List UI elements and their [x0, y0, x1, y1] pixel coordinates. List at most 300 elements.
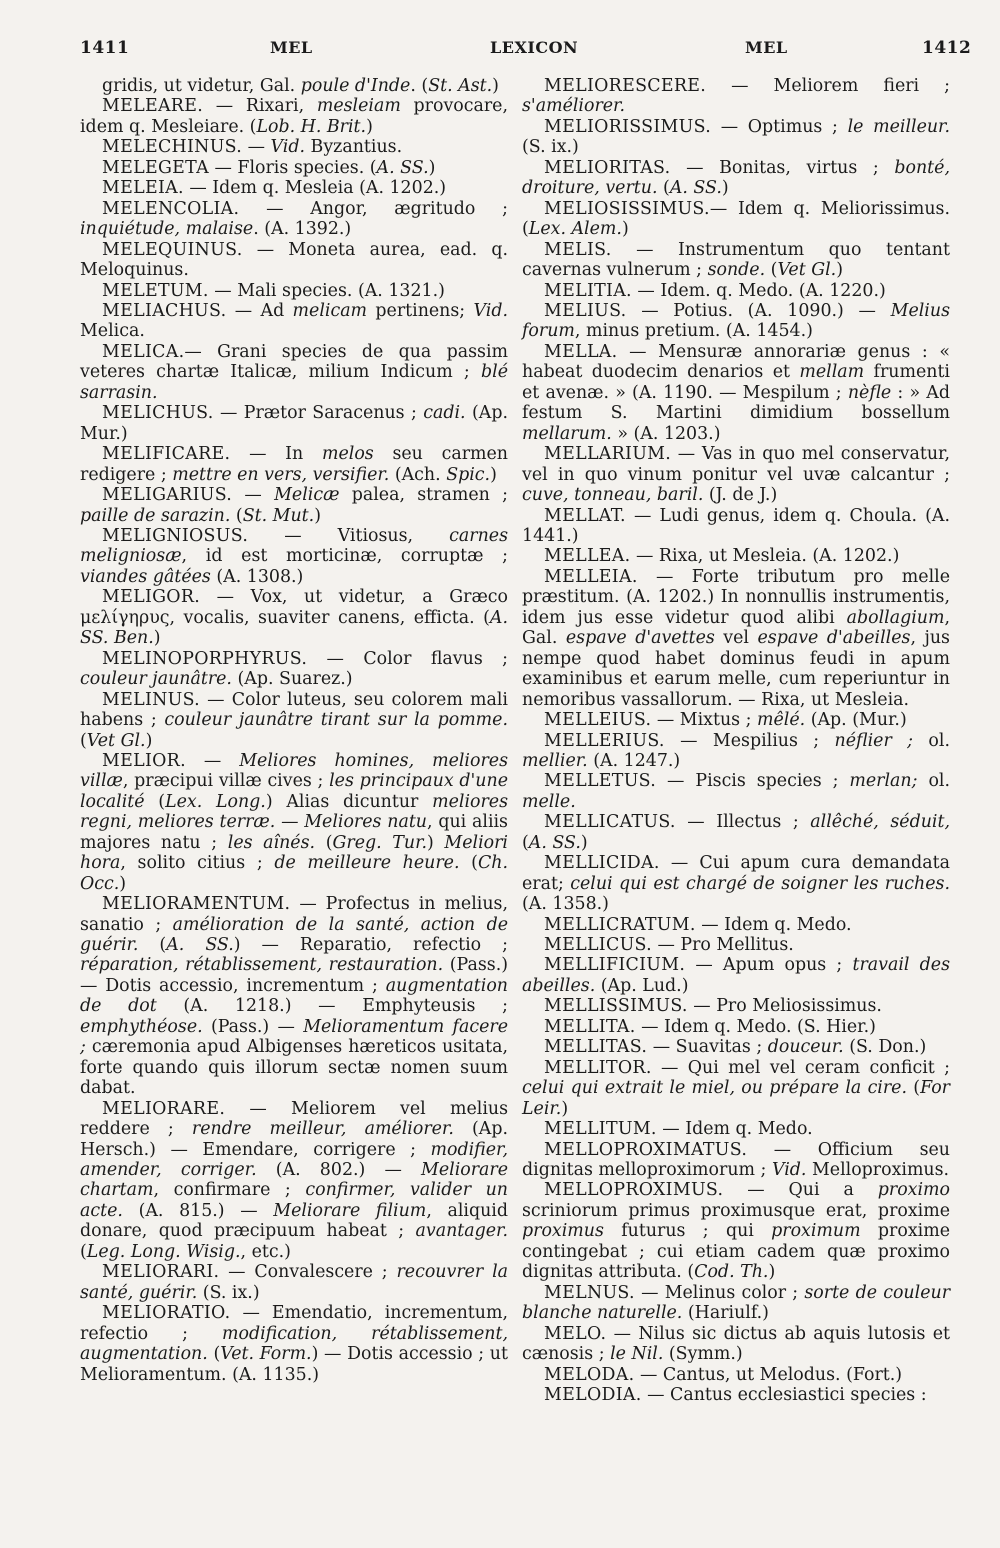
entry-text: modifier, amender, corriger.	[80, 1139, 508, 1181]
entry-text: — Apum opus ;	[685, 955, 853, 976]
entry-text: Vid.	[771, 1160, 807, 1181]
entry-text: (Pass.) — Dotis accessio, incrementum ;	[80, 955, 509, 996]
entry-text: Byzantius.	[305, 137, 403, 158]
entry-text: (A. 815.) —	[122, 1200, 274, 1221]
entry-text: ) Alias dicuntur	[265, 791, 433, 812]
entry-text: — Profectus in melius, sanatio ;	[80, 894, 508, 935]
entry-text: (	[207, 1344, 221, 1365]
entry-text: palea, stramen ;	[339, 485, 508, 506]
entry-headword: MELLARIUM.	[544, 444, 672, 465]
dictionary-entry	[522, 567, 950, 710]
entry-text: (A. 802.) —	[256, 1160, 422, 1181]
entry-text: blé sarrasin.	[80, 362, 508, 403]
entry-text: (Ap. Mur.)	[80, 403, 508, 444]
entry-headword: MELLOPROXIMATUS.	[544, 1139, 748, 1160]
entry-text: A. SS.	[376, 157, 429, 178]
entry-text: — Vox, ut videtur, a Græco μελίγηρυς, vocalis, suaviter canens, efficta. (	[80, 587, 508, 628]
entry-text: (	[522, 832, 529, 853]
entry-text: , minus pretium. (A. 1454.)	[574, 321, 813, 342]
entry-text: )	[119, 873, 127, 894]
entry-text: (Ap. Lud.)	[595, 975, 689, 996]
entry-headword: MELECHINUS.	[102, 137, 243, 158]
dictionary-entry	[522, 1017, 950, 1037]
entry-text: )	[492, 76, 499, 96]
entry-headword: MELLICUS.	[544, 935, 652, 956]
entry-text: St. Mut.	[242, 505, 315, 526]
entry-text: Melicæ	[274, 485, 340, 506]
entry-text: couleur jaunâtre tirant sur la pomme.	[164, 710, 508, 731]
entry-text: (A. 1358.)	[522, 894, 609, 915]
entry-text: — Piscis species ;	[656, 771, 850, 792]
entry-text: )	[561, 1098, 569, 1119]
dictionary-entry	[80, 137, 508, 157]
left-column	[80, 76, 508, 1385]
dictionary-entry	[522, 915, 950, 935]
dictionary-entry	[80, 690, 508, 751]
entry-text: augmentation de dot	[80, 975, 508, 1017]
dictionary-entry	[522, 1140, 950, 1181]
entry-headword: MELIUS.	[544, 300, 627, 321]
entry-text: — Cui apum cura demandata erat;	[522, 853, 950, 894]
running-head-center: LEXICON	[490, 38, 579, 57]
dictionary-entry	[522, 1365, 950, 1385]
entry-text: Greg. Tur.	[332, 832, 427, 853]
entry-text: Melius forum	[522, 300, 950, 342]
entry-text: le Nil.	[610, 1344, 664, 1365]
dictionary-entry	[522, 812, 950, 853]
entry-text: — Cantus, ut Melodus. (Fort.)	[634, 1364, 903, 1385]
dictionary-entry	[80, 587, 508, 648]
entry-text: , præcipui villæ cives ;	[122, 771, 330, 792]
entry-text: pertinens;	[367, 300, 474, 321]
entry-text: ) — Reparatio, refectio ;	[233, 935, 508, 956]
dictionary-entry	[80, 1303, 508, 1385]
entry-headword: MELIORARI.	[102, 1262, 220, 1283]
entry-headword: MELIORESCERE.	[544, 76, 707, 96]
entry-text: — Rixari,	[203, 96, 317, 117]
entry-text: — Grani species de qua passim veteres chartæ Italicæ, milium Indicum ;	[80, 341, 508, 383]
entry-text: — Color flavus ;	[307, 648, 508, 669]
entry-text: mêlé.	[757, 710, 806, 731]
entry-text: , solito citius ;	[120, 853, 275, 874]
entry-text: — Bonitas, virtus ;	[670, 157, 895, 178]
entry-text: — Officium seu dignitas melloproximorum ;	[522, 1139, 950, 1181]
entry-text: — Ludi genus, idem q. Choula. (A. 1441.)	[522, 505, 950, 546]
dictionary-entry	[522, 1058, 950, 1119]
entry-text: (	[230, 505, 243, 526]
entry-text: melle.	[522, 791, 576, 812]
entry-text: Meliores homines, meliores villæ	[80, 750, 508, 792]
entry-headword: MELIFICARE.	[102, 444, 231, 465]
entry-text: A. SS.	[669, 178, 722, 199]
entry-text: Vet. Form.	[220, 1344, 312, 1365]
entry-text: mettre en vers, versifier.	[172, 464, 390, 485]
entry-text: —	[185, 750, 240, 771]
entry-text: Ch. Occ.	[80, 853, 508, 894]
entry-text: — Moneta aurea, ead. q. Meloquinus.	[80, 239, 508, 281]
entry-text: (Hariulf.)	[682, 1303, 769, 1324]
entry-text: gridis, ut videtur, Gal.	[102, 76, 301, 96]
entry-headword: MELLICIDA.	[544, 853, 660, 874]
entry-text: Vet Gl.	[86, 730, 146, 751]
entry-headword: MELLISSIMUS.	[544, 996, 688, 1017]
entry-text: Meliorare chartam	[80, 1160, 509, 1201]
entry-text: —	[242, 137, 271, 158]
entry-headword: MELIORAMENTUM.	[102, 894, 291, 915]
dictionary-entry	[80, 240, 508, 281]
entry-headword: MELLITUM.	[544, 1119, 657, 1140]
entry-text: (Ap. Suarez.)	[231, 669, 353, 690]
entry-text: , etc.)	[240, 1241, 291, 1262]
entry-text: Vid.	[473, 300, 508, 321]
entry-text: — Pro Mellitus.	[651, 935, 794, 956]
right-column	[522, 76, 950, 1405]
entry-text: (	[657, 178, 670, 199]
dictionary-entry	[80, 1262, 508, 1303]
entry-headword: MELLEA.	[544, 546, 631, 567]
entry-headword: MELLICRATUM.	[544, 914, 696, 935]
entry-text: meliores regni, meliores terræ. — Meliores natu	[80, 791, 508, 833]
entry-headword: MELLERIUS.	[544, 730, 665, 751]
entry-text: — Illectus ;	[675, 812, 811, 833]
entry-headword: MELLEIUS.	[544, 710, 652, 731]
entry-text: les principaux d'une localité	[80, 771, 508, 812]
entry-text: — Idem q. Medo.	[695, 914, 852, 935]
entry-headword: MELIGARIUS.	[102, 485, 233, 506]
entry-headword: MELIOR.	[102, 750, 186, 771]
entry-text: )	[490, 464, 497, 485]
entry-text: (S. ix.)	[522, 137, 579, 158]
dictionary-entry	[522, 1283, 950, 1324]
entry-text: cadi.	[423, 403, 466, 424]
entry-headword: MELINUS.	[102, 689, 201, 710]
entry-text: — Nilus sic dictus ab aquis lutosis et cænosis ;	[522, 1323, 950, 1365]
entry-text: Lob. H. Brit.	[256, 116, 367, 137]
entry-text: Melioramentum facere ;	[80, 1016, 508, 1058]
entry-text: A. SS.	[166, 935, 234, 956]
entry-text: seu carmen redigere ;	[80, 444, 508, 485]
entry-text: — Suavitas ;	[647, 1037, 768, 1058]
entry-text: , aliquid donare, quod præcipuum habeat ;	[80, 1200, 509, 1242]
entry-text: proximus	[522, 1221, 604, 1242]
entry-headword: MELLICATUS.	[544, 812, 676, 833]
dictionary-entry	[522, 240, 950, 281]
dictionary-entry	[522, 76, 950, 117]
entry-text: sorte de couleur blanche naturelle.	[522, 1282, 951, 1324]
entry-text: — Convalescere ;	[219, 1262, 397, 1283]
entry-headword: MELODIA.	[544, 1385, 642, 1405]
dictionary-entry	[522, 158, 950, 199]
dictionary-entry	[522, 1324, 950, 1365]
entry-text: paille de sarazin.	[80, 505, 231, 526]
entry-text: )	[621, 219, 629, 240]
entry-text: espave d'abeilles	[757, 628, 911, 649]
entry-text: avantager.	[415, 1221, 508, 1242]
entry-headword: MELLOPROXIMUS.	[544, 1180, 724, 1201]
dictionary-entry	[80, 751, 508, 894]
entry-text: — Emendatio, incrementum, refectio ;	[80, 1303, 508, 1344]
entry-text: cuve, tonneau, baril.	[522, 485, 704, 506]
entry-text: A. SS.	[528, 832, 581, 853]
entry-text: Vet Gl.	[777, 260, 837, 281]
entry-text: travail des abeilles.	[522, 955, 950, 996]
entry-text: vel	[714, 628, 758, 649]
entry-text: — Pro Meliosissimus.	[687, 996, 882, 1017]
entry-text: Meliori hora	[80, 832, 508, 874]
dictionary-entry	[522, 117, 950, 158]
entry-text: . (	[410, 76, 429, 96]
entry-headword: MELIORITAS.	[544, 157, 671, 178]
entry-text: Leg. Long. Wisig.	[86, 1241, 241, 1262]
entry-text: — Optimus ;	[711, 116, 848, 137]
entry-text: couleur jaunâtre.	[80, 669, 232, 690]
entry-text: (	[315, 832, 333, 853]
entry-text: (Ach.	[389, 464, 447, 485]
dictionary-entry	[80, 178, 508, 198]
dictionary-entry	[522, 1037, 950, 1057]
dictionary-entry	[80, 342, 508, 403]
entry-headword: MELIGOR.	[102, 587, 201, 608]
entry-text: viandes gâtées	[80, 566, 211, 587]
entry-text: (A. 1308.)	[210, 566, 304, 587]
entry-text: — Vitiosus,	[248, 525, 450, 546]
entry-text: inquiétude, malaise	[80, 219, 254, 240]
dictionary-entry	[80, 649, 508, 690]
dictionary-entry	[80, 1099, 508, 1263]
entry-text: (	[907, 1078, 921, 1099]
entry-text: sonde.	[707, 260, 766, 281]
entry-text: — Meliorem vel melius reddere ;	[80, 1098, 508, 1140]
entry-headword: MELEQUINUS.	[102, 239, 243, 260]
entry-text: — Idem. q. Medo. (A. 1220.)	[631, 280, 886, 301]
dictionary-entry	[80, 485, 508, 526]
entry-text: emphythéose.	[80, 1016, 203, 1037]
entry-headword: MELODA.	[544, 1364, 635, 1385]
entry-text: — Potius. (A. 1090.) —	[626, 300, 891, 321]
entry-text: les aînés.	[227, 832, 316, 853]
entry-text: proximo	[877, 1180, 950, 1201]
entry-headword: MELEARE.	[102, 96, 204, 117]
entry-headword: MELICHUS.	[102, 403, 214, 424]
entry-text: A. SS. Ben.	[80, 607, 508, 649]
entry-text: Spic.	[446, 464, 491, 485]
entry-text: ol.	[917, 771, 950, 792]
entry-text: — Forte tributum pro melle præstitum. (A. 1202.) In nonnullis instrumentis, idem jus esse videtur quod alibi	[522, 566, 950, 628]
entry-text: )	[366, 116, 373, 137]
entry-text: Vid.	[270, 137, 306, 158]
entry-text: bonté, droiture, vertu.	[522, 157, 950, 199]
entry-text: )	[145, 730, 153, 751]
dictionary-entry	[522, 546, 950, 566]
entry-text: (A. 1218.) — Emphyteusis ;	[156, 996, 508, 1017]
entry-headword: MELEGETA	[102, 157, 209, 178]
entry-text: réparation, rétablissement, restauration.	[80, 955, 444, 976]
entry-headword: MELLEIA.	[544, 566, 638, 587]
dictionary-entry	[522, 710, 950, 730]
entry-text: — Mensuræ annorariæ genus : « habeat duodecim denarios et	[522, 341, 950, 383]
entry-headword: MELLETUS.	[544, 771, 657, 792]
entry-headword: MELLITAS.	[544, 1037, 648, 1058]
dictionary-entry	[80, 403, 508, 444]
entry-text: ) — Dotis accessio ; ut Melioramentum. (A. 1135.)	[80, 1344, 508, 1385]
entry-text: , jus nempe quod habet dominus feudi in apum examinibus et earum melle, cum reperiuntur in nemoribus vassallorum. — Rixa, ut Mesleia.	[522, 628, 950, 710]
entry-text: . (A. 1392.)	[253, 219, 352, 240]
entry-text: (	[144, 791, 166, 812]
entry-text: — Color luteus, seu colorem mali habens ;	[80, 689, 508, 731]
entry-text: — Ad	[226, 300, 293, 321]
entry-text: — Angor, ægritudo ;	[239, 198, 508, 219]
entry-headword: MELIACHUS.	[102, 300, 227, 321]
dictionary-entry	[522, 853, 950, 914]
entry-text: de meilleure heure.	[274, 853, 460, 874]
entry-text: nèfle	[847, 382, 892, 403]
entry-text: rendre meilleur, améliorer.	[191, 1119, 454, 1140]
entry-text: , Gal.	[522, 607, 950, 649]
entry-text: — Cantus ecclesiastici species :	[641, 1385, 927, 1405]
entry-text: recouvrer la santé, guérir.	[80, 1262, 509, 1303]
running-head-right: MEL	[745, 38, 788, 57]
entry-text: melicam	[292, 300, 368, 321]
entry-text: mellam	[799, 362, 865, 383]
entry-headword: MELIOSISSIMUS.	[544, 198, 710, 219]
entry-text: )	[580, 832, 588, 853]
dictionary-entry	[80, 76, 508, 96]
entry-text: amélioration de la santé, action de guérir.	[80, 914, 508, 956]
entry-text: Lex. Long.	[165, 791, 266, 812]
entry-headword: MELENCOLIA.	[102, 198, 240, 219]
dictionary-entry	[522, 771, 950, 812]
entry-text: (	[80, 730, 87, 751]
entry-text: provocare, idem q. Mesleiare. (	[80, 96, 508, 137]
entry-text: cæremonia apud Albigenses hæreticos usitata, forte quando quis illorum sectæ nomen suum dabat.	[80, 1037, 508, 1099]
entry-text: — Qui a	[723, 1180, 878, 1201]
entry-text: — Meliorem fieri ;	[706, 76, 950, 96]
entry-text: — Rixa, ut Mesleia. (A. 1202.)	[630, 546, 900, 567]
entry-text: le meilleur.	[847, 116, 950, 137]
entry-text: )	[427, 832, 445, 853]
dictionary-entry	[522, 199, 950, 240]
entry-text: Melloproximus.	[806, 1160, 950, 1181]
page-number-left: 1411	[80, 38, 130, 58]
entry-text: (	[765, 260, 778, 281]
dictionary-entry	[522, 301, 950, 342]
entry-text: )	[721, 178, 729, 199]
entry-text: Melica.	[80, 321, 145, 342]
entry-headword: MELLAT.	[544, 505, 626, 526]
entry-headword: MELIS.	[544, 239, 612, 260]
entry-text: — Idem q. Mesleia (A. 1202.)	[183, 178, 447, 199]
entry-text: (S. Don.)	[843, 1037, 927, 1058]
entry-text: — Idem q. Medo.	[656, 1119, 813, 1140]
dictionary-entry	[522, 935, 950, 955]
entry-headword: MELETUM.	[102, 280, 209, 301]
entry-text: )	[314, 505, 321, 526]
entry-text: melos	[321, 444, 374, 465]
entry-text: St. Ast.	[428, 76, 493, 96]
entry-text: — Mespilius ;	[664, 730, 835, 751]
entry-text: — Instrumentum quo tentant cavernas vulnerum ;	[522, 239, 950, 281]
entry-headword: MELINOPORPHYRUS.	[102, 648, 308, 669]
dictionary-entry	[522, 1180, 950, 1282]
entry-text: ol.	[913, 730, 950, 751]
entry-headword: MELNUS.	[544, 1282, 635, 1303]
entry-text: confirmer, valider un acte.	[80, 1180, 508, 1221]
entry-text: scriniorum primus proximusque erat, proxime	[522, 1200, 950, 1221]
dictionary-entry	[522, 1385, 950, 1405]
running-head-left: MEL	[270, 38, 313, 57]
entry-text: — Floris species. (	[208, 157, 377, 178]
dictionary-entry	[522, 506, 950, 547]
entry-text: proxime contingebat ; cui etiam cadem quæ proximo dignitas attributa. (	[522, 1221, 950, 1283]
entry-text: (J. de J.)	[703, 485, 778, 506]
dictionary-entry	[522, 1119, 950, 1139]
dictionary-entry	[522, 444, 950, 505]
entry-headword: MELIORARE.	[102, 1098, 226, 1119]
entry-headword: MELICA.	[102, 341, 185, 362]
entry-text: (	[138, 935, 167, 956]
entry-text: )	[153, 628, 161, 649]
entry-text: allêché, séduit,	[810, 812, 950, 833]
entry-text: futurus ; qui	[603, 1221, 772, 1242]
entry-text: mesleiam	[316, 96, 401, 117]
entry-headword: MELO.	[544, 1323, 607, 1344]
dictionary-entry	[522, 955, 950, 996]
entry-headword: MELLITA.	[544, 1016, 636, 1037]
dictionary-entry	[522, 281, 950, 301]
dictionary-entry	[80, 444, 508, 485]
entry-text: mellarum.	[522, 423, 612, 444]
dictionary-entry	[80, 96, 508, 137]
dictionary-entry	[80, 526, 508, 587]
entry-headword: MELLIFICIUM.	[544, 955, 686, 976]
entry-text: (	[459, 853, 478, 874]
entry-headword: MELEIA.	[102, 178, 184, 199]
entry-text: )	[836, 260, 844, 281]
entry-text: (Ap. (Mur.)	[805, 710, 907, 731]
entry-text: )	[768, 1262, 776, 1283]
dictionary-entry	[80, 301, 508, 342]
entry-text: modification, rétablissement, augmentation.	[80, 1323, 508, 1365]
dictionary-entry	[80, 199, 508, 240]
entry-text: — Idem q. Meliorissimus. (	[522, 198, 950, 240]
entry-text: — Idem q. Medo. (S. Hier.)	[635, 1016, 876, 1037]
entry-text: » (A. 1203.)	[611, 423, 721, 444]
entry-text: — Mali species. (A. 1321.)	[208, 280, 445, 301]
entry-text: celui qui est chargé de soigner les ruches.	[570, 873, 950, 894]
entry-text: — Prætor Saracenus ;	[213, 403, 424, 424]
dictionary-entry	[80, 158, 508, 178]
entry-text: néflier ;	[834, 730, 914, 751]
dictionary-entry	[522, 342, 950, 444]
entry-text: proximum	[771, 1221, 861, 1242]
entry-text: — Qui mel vel ceram conficit ;	[651, 1057, 950, 1078]
entry-text: douceur.	[767, 1037, 844, 1058]
entry-text: (S. ix.)	[197, 1282, 260, 1303]
entry-text: merlan;	[849, 771, 918, 792]
entry-text: s'améliorer.	[522, 96, 625, 117]
entry-text: , qui aliis majores natu ;	[80, 812, 508, 853]
dictionary-entry	[80, 281, 508, 301]
entry-text: — Mixtus ;	[651, 710, 757, 731]
dictionary-entry	[522, 996, 950, 1016]
entry-headword: MELITIA.	[544, 280, 632, 301]
entry-text: )	[428, 157, 436, 178]
entry-text: , id est morticinæ, corruptæ ;	[181, 546, 508, 567]
entry-text: espave d'avettes	[565, 628, 715, 649]
entry-text: abollagium	[846, 607, 945, 628]
dictionary-entry	[522, 731, 950, 772]
entry-text: mellier.	[522, 750, 588, 771]
